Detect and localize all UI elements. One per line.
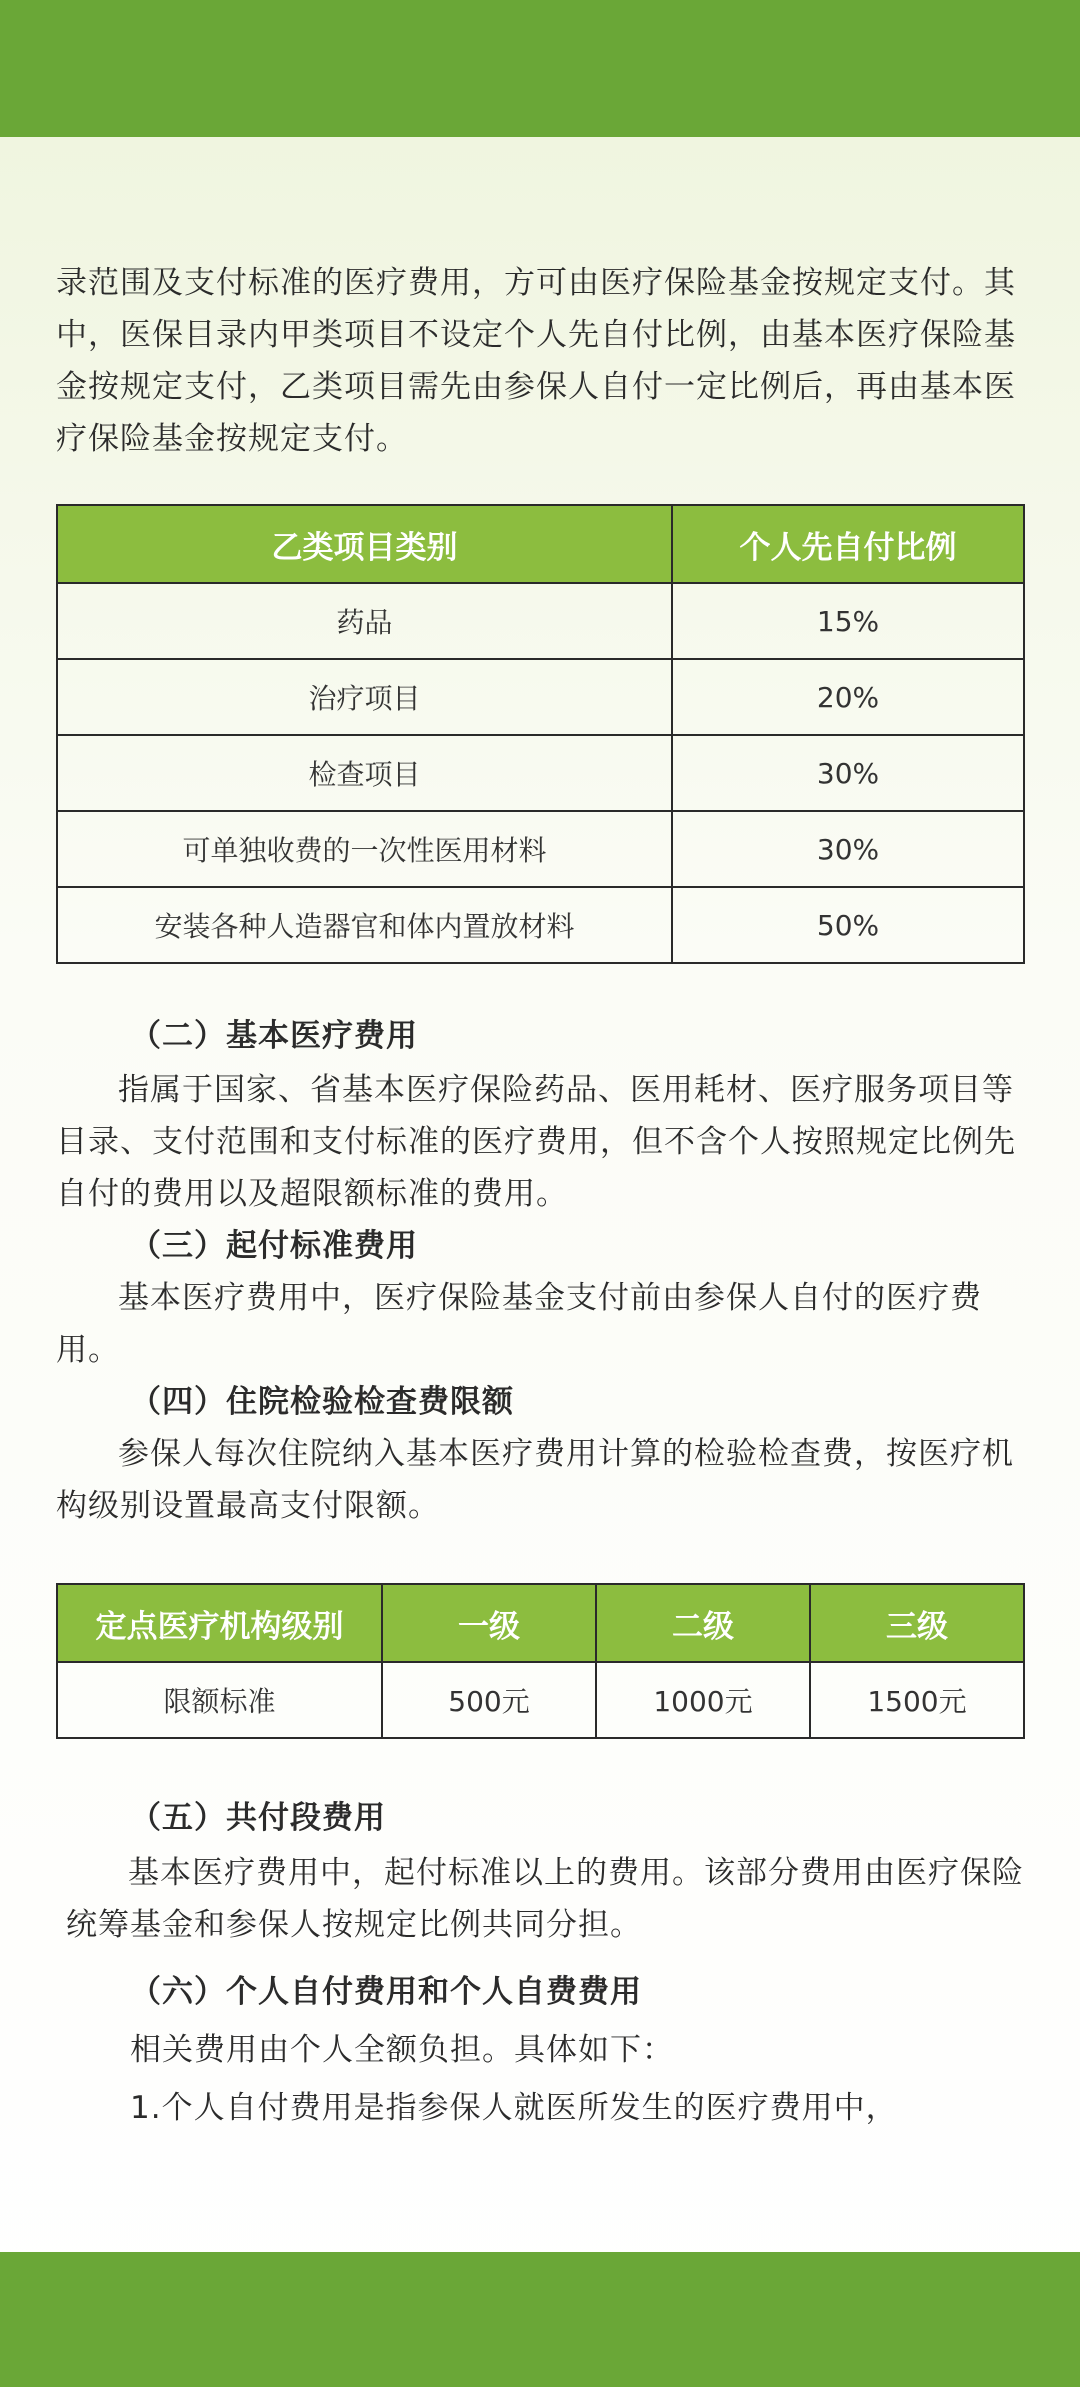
hospital-level-limit-table [56, 1583, 1025, 1739]
column-header-level-2: 二级 [596, 1584, 810, 1662]
table-row [57, 811, 1024, 887]
self-pay-ratio-table [56, 504, 1025, 964]
table-header-row [57, 505, 1024, 583]
section-body-personal-expenses-item-1: 1.个人自付费用是指参保人就医所发生的医疗费用中， [130, 2090, 898, 2126]
bottom-banner [0, 2252, 1080, 2387]
section-heading-personal-expenses: （六）个人自付费用和个人自费费用 [130, 1974, 642, 2010]
section-heading-co-payment: （五）共付段费用 [130, 1800, 386, 1836]
row-category: 药品 [57, 583, 672, 659]
section-body-co-payment: 基本医疗费用中，起付标准以上的费用。该部分费用由医疗保险统筹基金和参保人按规定比例共同分担。 [66, 1855, 1024, 1943]
table-row [57, 735, 1024, 811]
row-ratio: 20% [672, 659, 1024, 735]
row-ratio: 30% [672, 811, 1024, 887]
column-header-hospital-level: 定点医疗机构级别 [57, 1584, 382, 1662]
intro-paragraph: 录范围及支付标准的医疗费用，方可由医疗保险基金按规定支付。其中，医保目录内甲类项目不设定个人先自付比例，由基本医疗保险基金按规定支付，乙类项目需先由参保人自付一定比例后，再由基本医疗保险基金按规定支付。 [56, 265, 1016, 457]
row-category: 安装各种人造器官和体内置放材料 [57, 887, 672, 963]
column-header-level-1: 一级 [382, 1584, 596, 1662]
column-header-level-3: 三级 [810, 1584, 1024, 1662]
section-heading-inspection-limit: （四）住院检验检查费限额 [130, 1384, 514, 1420]
row-category: 检查项目 [57, 735, 672, 811]
section-heading-basic-medical-costs: （二）基本医疗费用 [130, 1018, 418, 1054]
row-category: 治疗项目 [57, 659, 672, 735]
row-ratio: 15% [672, 583, 1024, 659]
level-2-limit: 1000元 [596, 1662, 810, 1738]
section-body-inspection-limit: 参保人每次住院纳入基本医疗费用计算的检验检查费，按医疗机构级别设置最高支付限额。 [56, 1436, 1014, 1524]
row-label: 限额标准 [57, 1662, 382, 1738]
row-ratio: 50% [672, 887, 1024, 963]
column-header-category: 乙类项目类别 [57, 505, 672, 583]
row-category: 可单独收费的一次性医用材料 [57, 811, 672, 887]
column-header-ratio: 个人先自付比例 [672, 505, 1024, 583]
table-row [57, 583, 1024, 659]
top-banner [0, 0, 1080, 137]
row-ratio: 30% [672, 735, 1024, 811]
section-body-deductible: 基本医疗费用中，医疗保险基金支付前由参保人自付的医疗费用。 [56, 1280, 982, 1368]
table-header-row [57, 1584, 1024, 1662]
section-body-personal-expenses: 相关费用由个人全额负担。具体如下： [130, 2032, 674, 2068]
level-1-limit: 500元 [382, 1662, 596, 1738]
section-body-basic-medical-costs: 指属于国家、省基本医疗保险药品、医用耗材、医疗服务项目等目录、支付范围和支付标准的医疗费用，但不含个人按照规定比例先自付的费用以及超限额标准的费用。 [56, 1072, 1016, 1212]
table-row [57, 659, 1024, 735]
table-row [57, 887, 1024, 963]
section-heading-deductible: （三）起付标准费用 [130, 1228, 418, 1264]
table-row [57, 1662, 1024, 1738]
level-3-limit: 1500元 [810, 1662, 1024, 1738]
